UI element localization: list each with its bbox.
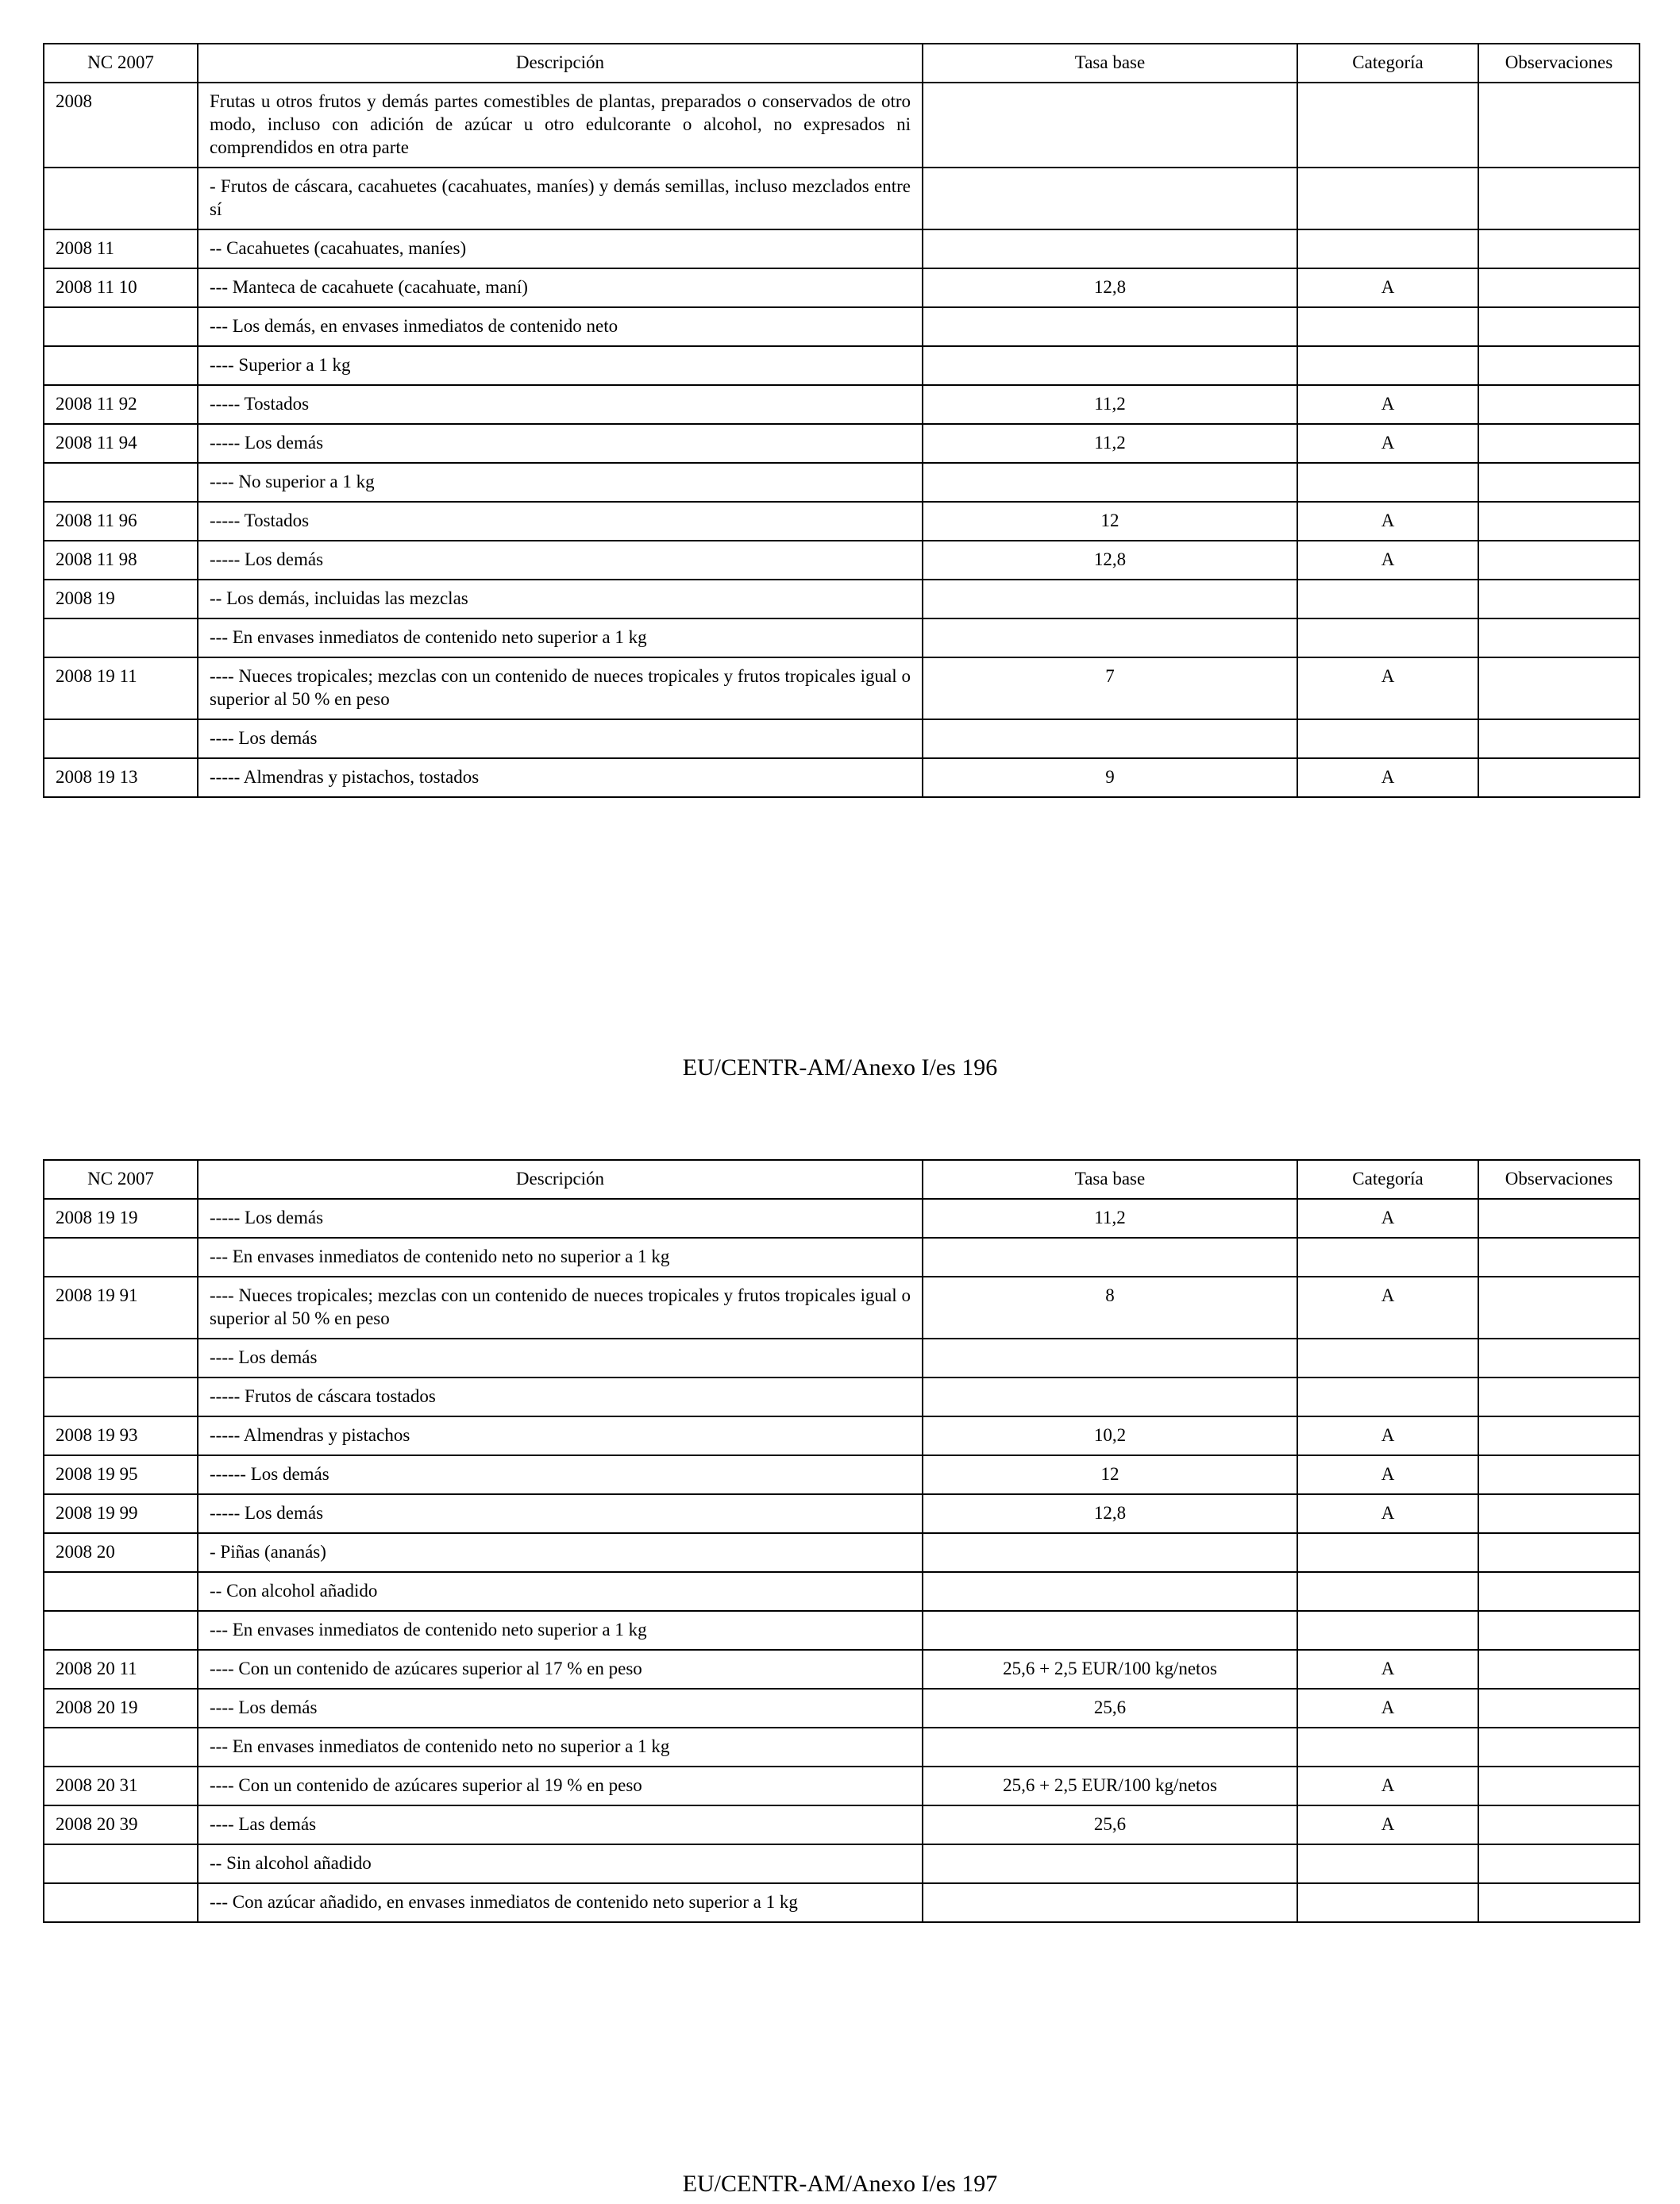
cell-base-rate <box>923 1728 1297 1767</box>
cell-category <box>1297 168 1478 229</box>
cell-base-rate <box>923 307 1297 346</box>
header-category: Categoría <box>1297 1160 1478 1199</box>
cell-base-rate: 12,8 <box>923 1494 1297 1533</box>
table-row <box>44 1199 1640 1238</box>
table-row <box>44 580 1640 618</box>
cell-observations <box>1478 463 1640 502</box>
cell-category <box>1297 1883 1478 1922</box>
header-base-rate: Tasa base <box>923 1160 1297 1199</box>
cell-code: 2008 19 19 <box>44 1199 198 1238</box>
cell-code: 2008 19 99 <box>44 1494 198 1533</box>
cell-observations <box>1478 1416 1640 1455</box>
cell-observations <box>1478 424 1640 463</box>
cell-observations <box>1478 657 1640 719</box>
cell-code: 2008 20 31 <box>44 1767 198 1805</box>
table-body <box>44 1199 1640 1922</box>
cell-observations <box>1478 1533 1640 1572</box>
table-row <box>44 346 1640 385</box>
cell-description: ---- Nueces tropicales; mezclas con un contenido de nueces tropicales y frutos tropicales igual o superior al 50 % en peso <box>198 1277 923 1339</box>
cell-category: A <box>1297 385 1478 424</box>
table-row <box>44 657 1640 719</box>
table-row <box>44 719 1640 758</box>
cell-category <box>1297 307 1478 346</box>
cell-category: A <box>1297 1689 1478 1728</box>
cell-code: 2008 11 96 <box>44 502 198 541</box>
cell-description: -- Los demás, incluidas las mezclas <box>198 580 923 618</box>
table-header-row <box>44 1160 1640 1199</box>
cell-observations <box>1478 346 1640 385</box>
cell-base-rate: 25,6 + 2,5 EUR/100 kg/netos <box>923 1650 1297 1689</box>
table-row <box>44 268 1640 307</box>
table-row <box>44 229 1640 268</box>
cell-base-rate <box>923 463 1297 502</box>
cell-base-rate: 12,8 <box>923 541 1297 580</box>
cell-observations <box>1478 268 1640 307</box>
cell-description: -- Sin alcohol añadido <box>198 1844 923 1883</box>
cell-observations <box>1478 580 1640 618</box>
cell-description: ----- Los demás <box>198 1494 923 1533</box>
cell-code <box>44 1339 198 1378</box>
cell-observations <box>1478 541 1640 580</box>
cell-description: ----- Almendras y pistachos <box>198 1416 923 1455</box>
cell-category: A <box>1297 502 1478 541</box>
cell-base-rate <box>923 1238 1297 1277</box>
cell-base-rate <box>923 1378 1297 1416</box>
table-row <box>44 1767 1640 1805</box>
table-row <box>44 1844 1640 1883</box>
table-row <box>44 83 1640 168</box>
tariff-table <box>43 1159 1640 1923</box>
cell-code <box>44 1883 198 1922</box>
tariff-table <box>43 43 1640 798</box>
cell-description: ---- Con un contenido de azúcares superior al 19 % en peso <box>198 1767 923 1805</box>
table-row <box>44 385 1640 424</box>
table-row <box>44 618 1640 657</box>
cell-base-rate <box>923 618 1297 657</box>
cell-category: A <box>1297 1805 1478 1844</box>
cell-base-rate <box>923 83 1297 168</box>
cell-description: ---- Los demás <box>198 1339 923 1378</box>
cell-observations <box>1478 1378 1640 1416</box>
cell-code <box>44 1611 198 1650</box>
cell-description: ----- Almendras y pistachos, tostados <box>198 758 923 797</box>
cell-observations <box>1478 1650 1640 1689</box>
header-code: NC 2007 <box>44 44 198 83</box>
table-row <box>44 1650 1640 1689</box>
cell-base-rate: 25,6 + 2,5 EUR/100 kg/netos <box>923 1767 1297 1805</box>
cell-code: 2008 11 92 <box>44 385 198 424</box>
header-category: Categoría <box>1297 44 1478 83</box>
cell-code: 2008 19 95 <box>44 1455 198 1494</box>
table-row <box>44 1238 1640 1277</box>
cell-observations <box>1478 719 1640 758</box>
table-row <box>44 1378 1640 1416</box>
cell-observations <box>1478 1728 1640 1767</box>
header-observations: Observaciones <box>1478 1160 1640 1199</box>
cell-category <box>1297 1238 1478 1277</box>
cell-base-rate: 11,2 <box>923 385 1297 424</box>
cell-base-rate <box>923 346 1297 385</box>
table-row <box>44 1611 1640 1650</box>
cell-description: ---- Superior a 1 kg <box>198 346 923 385</box>
cell-category: A <box>1297 1416 1478 1455</box>
table-row <box>44 1883 1640 1922</box>
cell-base-rate: 11,2 <box>923 1199 1297 1238</box>
cell-code: 2008 <box>44 83 198 168</box>
cell-code: 2008 19 93 <box>44 1416 198 1455</box>
header-base-rate: Tasa base <box>923 44 1297 83</box>
cell-description: --- Manteca de cacahuete (cacahuate, maní) <box>198 268 923 307</box>
cell-base-rate <box>923 1572 1297 1611</box>
table-row <box>44 1494 1640 1533</box>
cell-category: A <box>1297 1494 1478 1533</box>
cell-observations <box>1478 618 1640 657</box>
cell-observations <box>1478 1767 1640 1805</box>
cell-code: 2008 19 13 <box>44 758 198 797</box>
cell-base-rate: 25,6 <box>923 1805 1297 1844</box>
cell-category <box>1297 618 1478 657</box>
cell-observations <box>1478 83 1640 168</box>
cell-code: 2008 19 91 <box>44 1277 198 1339</box>
table-row <box>44 541 1640 580</box>
cell-code <box>44 307 198 346</box>
cell-category <box>1297 1844 1478 1883</box>
cell-category <box>1297 1339 1478 1378</box>
page-footer: EU/CENTR-AM/Anexo I/es 197 <box>682 2171 998 2197</box>
cell-base-rate: 7 <box>923 657 1297 719</box>
cell-description: ---- Los demás <box>198 1689 923 1728</box>
table-row <box>44 1572 1640 1611</box>
header-description: Descripción <box>198 1160 923 1199</box>
table-row <box>44 1277 1640 1339</box>
cell-code: 2008 11 98 <box>44 541 198 580</box>
cell-base-rate <box>923 1844 1297 1883</box>
cell-base-rate: 9 <box>923 758 1297 797</box>
page-footer: EU/CENTR-AM/Anexo I/es 196 <box>682 1054 998 1081</box>
cell-code <box>44 463 198 502</box>
table-header-row <box>44 44 1640 83</box>
cell-description: - Frutos de cáscara, cacahuetes (cacahuates, maníes) y demás semillas, incluso mezclados entre sí <box>198 168 923 229</box>
cell-description: --- En envases inmediatos de contenido neto superior a 1 kg <box>198 618 923 657</box>
cell-code <box>44 1238 198 1277</box>
table-row <box>44 463 1640 502</box>
cell-category <box>1297 1533 1478 1572</box>
cell-category: A <box>1297 657 1478 719</box>
table-row <box>44 1416 1640 1455</box>
cell-category: A <box>1297 758 1478 797</box>
cell-description: ----- Tostados <box>198 502 923 541</box>
page-197 <box>43 1159 1639 1923</box>
cell-base-rate <box>923 1611 1297 1650</box>
cell-base-rate <box>923 580 1297 618</box>
cell-observations <box>1478 758 1640 797</box>
table-row <box>44 168 1640 229</box>
table-row <box>44 1728 1640 1767</box>
cell-description: ------ Los demás <box>198 1455 923 1494</box>
cell-description: ----- Los demás <box>198 424 923 463</box>
cell-observations <box>1478 1238 1640 1277</box>
cell-description: - Piñas (ananás) <box>198 1533 923 1572</box>
cell-observations <box>1478 502 1640 541</box>
cell-description: ---- Las demás <box>198 1805 923 1844</box>
cell-base-rate <box>923 1533 1297 1572</box>
cell-base-rate <box>923 1339 1297 1378</box>
cell-description: ----- Frutos de cáscara tostados <box>198 1378 923 1416</box>
cell-description: --- En envases inmediatos de contenido neto superior a 1 kg <box>198 1611 923 1650</box>
cell-category: A <box>1297 1455 1478 1494</box>
cell-description: ---- Con un contenido de azúcares superior al 17 % en peso <box>198 1650 923 1689</box>
cell-category <box>1297 1611 1478 1650</box>
cell-code <box>44 1844 198 1883</box>
cell-category <box>1297 719 1478 758</box>
cell-category <box>1297 229 1478 268</box>
cell-code: 2008 19 <box>44 580 198 618</box>
cell-observations <box>1478 1277 1640 1339</box>
cell-observations <box>1478 1572 1640 1611</box>
cell-observations <box>1478 1494 1640 1533</box>
cell-base-rate: 12 <box>923 502 1297 541</box>
cell-category <box>1297 1728 1478 1767</box>
cell-description: ----- Los demás <box>198 541 923 580</box>
cell-observations <box>1478 1883 1640 1922</box>
cell-description: ----- Los demás <box>198 1199 923 1238</box>
cell-observations <box>1478 1844 1640 1883</box>
cell-base-rate: 10,2 <box>923 1416 1297 1455</box>
cell-description: -- Con alcohol añadido <box>198 1572 923 1611</box>
cell-category: A <box>1297 1199 1478 1238</box>
cell-observations <box>1478 1689 1640 1728</box>
cell-base-rate: 11,2 <box>923 424 1297 463</box>
cell-category <box>1297 346 1478 385</box>
table-row <box>44 1689 1640 1728</box>
table-row <box>44 1805 1640 1844</box>
table-row <box>44 502 1640 541</box>
cell-base-rate <box>923 168 1297 229</box>
cell-description: --- En envases inmediatos de contenido neto no superior a 1 kg <box>198 1238 923 1277</box>
cell-description: ---- Los demás <box>198 719 923 758</box>
cell-description: ---- No superior a 1 kg <box>198 463 923 502</box>
table-row <box>44 1533 1640 1572</box>
cell-category: A <box>1297 268 1478 307</box>
page-196 <box>43 43 1639 798</box>
cell-category <box>1297 1572 1478 1611</box>
cell-code <box>44 1378 198 1416</box>
cell-code <box>44 346 198 385</box>
cell-description: --- En envases inmediatos de contenido neto no superior a 1 kg <box>198 1728 923 1767</box>
cell-category <box>1297 580 1478 618</box>
header-code: NC 2007 <box>44 1160 198 1199</box>
cell-observations <box>1478 307 1640 346</box>
cell-observations <box>1478 1199 1640 1238</box>
cell-base-rate: 25,6 <box>923 1689 1297 1728</box>
table-row <box>44 424 1640 463</box>
cell-code <box>44 719 198 758</box>
cell-code: 2008 20 19 <box>44 1689 198 1728</box>
cell-description: -- Cacahuetes (cacahuates, maníes) <box>198 229 923 268</box>
cell-code <box>44 1572 198 1611</box>
cell-base-rate <box>923 1883 1297 1922</box>
cell-base-rate: 12 <box>923 1455 1297 1494</box>
cell-observations <box>1478 1805 1640 1844</box>
cell-base-rate <box>923 229 1297 268</box>
cell-code: 2008 20 <box>44 1533 198 1572</box>
cell-category: A <box>1297 1277 1478 1339</box>
cell-observations <box>1478 1339 1640 1378</box>
cell-description: --- Los demás, en envases inmediatos de contenido neto <box>198 307 923 346</box>
cell-category: A <box>1297 1650 1478 1689</box>
cell-category: A <box>1297 424 1478 463</box>
cell-code: 2008 11 94 <box>44 424 198 463</box>
cell-observations <box>1478 385 1640 424</box>
cell-code: 2008 20 11 <box>44 1650 198 1689</box>
cell-observations <box>1478 168 1640 229</box>
cell-code: 2008 11 <box>44 229 198 268</box>
cell-observations <box>1478 1611 1640 1650</box>
cell-base-rate <box>923 719 1297 758</box>
cell-category <box>1297 1378 1478 1416</box>
cell-category: A <box>1297 1767 1478 1805</box>
cell-code <box>44 168 198 229</box>
cell-base-rate: 12,8 <box>923 268 1297 307</box>
table-row <box>44 1455 1640 1494</box>
table-body <box>44 83 1640 797</box>
table-row <box>44 307 1640 346</box>
cell-base-rate: 8 <box>923 1277 1297 1339</box>
cell-observations <box>1478 1455 1640 1494</box>
header-description: Descripción <box>198 44 923 83</box>
cell-code <box>44 1728 198 1767</box>
cell-code: 2008 11 10 <box>44 268 198 307</box>
cell-code: 2008 19 11 <box>44 657 198 719</box>
cell-code <box>44 618 198 657</box>
cell-description: Frutas u otros frutos y demás partes comestibles de plantas, preparados o conservados de otro modo, incluso con adición de azúcar u otro edulcorante o alcohol, no expresados ni comprendidos en otra parte <box>198 83 923 168</box>
cell-observations <box>1478 229 1640 268</box>
cell-code: 2008 20 39 <box>44 1805 198 1844</box>
table-row <box>44 1339 1640 1378</box>
table-row <box>44 758 1640 797</box>
cell-category: A <box>1297 541 1478 580</box>
header-observations: Observaciones <box>1478 44 1640 83</box>
cell-category <box>1297 463 1478 502</box>
cell-description: ---- Nueces tropicales; mezclas con un contenido de nueces tropicales y frutos tropicales igual o superior al 50 % en peso <box>198 657 923 719</box>
cell-description: --- Con azúcar añadido, en envases inmediatos de contenido neto superior a 1 kg <box>198 1883 923 1922</box>
cell-description: ----- Tostados <box>198 385 923 424</box>
cell-category <box>1297 83 1478 168</box>
